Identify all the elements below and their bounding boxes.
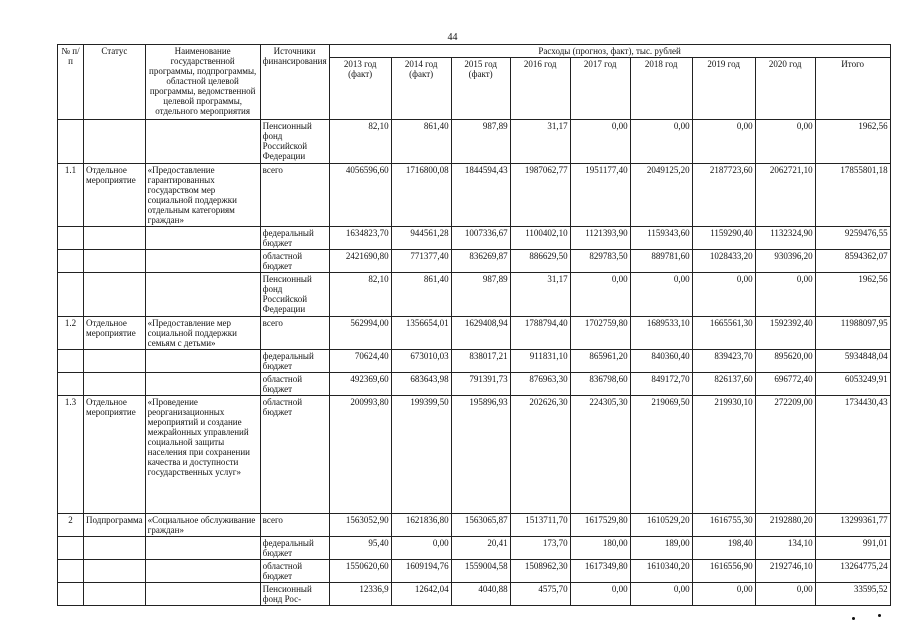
row-number: [58, 350, 84, 373]
budget-table: [57, 44, 891, 606]
row-name: [145, 537, 260, 560]
row-value: 11988097,95: [815, 317, 890, 350]
row-value: 1716800,08: [391, 164, 451, 227]
row-name: [145, 583, 260, 606]
table-row: [58, 350, 891, 373]
row-value: 838017,21: [451, 350, 510, 373]
row-number: [58, 273, 84, 317]
row-value: 1513711,70: [510, 514, 570, 537]
row-value: 2192880,20: [755, 514, 815, 537]
row-number: [58, 120, 84, 164]
row-source: федеральный бюджет: [260, 227, 329, 250]
row-status: [84, 227, 146, 250]
row-value: 4575,70: [510, 583, 570, 606]
row-value: 1609194,76: [391, 560, 451, 583]
row-status: Отдельное мероприятие: [84, 164, 146, 227]
row-value: 224305,30: [570, 396, 630, 514]
row-value: 1563052,90: [329, 514, 391, 537]
row-value: 2049125,20: [630, 164, 692, 227]
row-number: [58, 373, 84, 396]
header-expenses: Расходы (прогноз, факт), тыс. рублей: [329, 45, 890, 58]
row-source: областной бюджет: [260, 396, 329, 514]
row-value: 1592392,40: [755, 317, 815, 350]
row-status: [84, 583, 146, 606]
row-value: 839423,70: [692, 350, 755, 373]
row-value: 1788794,40: [510, 317, 570, 350]
row-value: 791391,73: [451, 373, 510, 396]
row-value: 0,00: [692, 273, 755, 317]
table-row: [58, 373, 891, 396]
row-value: 1634823,70: [329, 227, 391, 250]
table-row: [58, 120, 891, 164]
row-value: 12642,04: [391, 583, 451, 606]
row-number: 1.1: [58, 164, 84, 227]
header-year: 2019 год: [692, 58, 755, 120]
table-row: [58, 537, 891, 560]
row-value: 9259476,55: [815, 227, 890, 250]
row-value: 33595,52: [815, 583, 890, 606]
row-value: 895620,00: [755, 350, 815, 373]
row-value: 20,41: [451, 537, 510, 560]
row-number: 1.3: [58, 396, 84, 514]
row-name: [145, 250, 260, 273]
row-value: 82,10: [329, 273, 391, 317]
row-value: 95,40: [329, 537, 391, 560]
table-row: [58, 396, 891, 514]
row-source: федеральный бюджет: [260, 350, 329, 373]
row-number: [58, 537, 84, 560]
row-source: Пенсионный фонд Российской Федерации: [260, 273, 329, 317]
row-source: областной бюджет: [260, 250, 329, 273]
row-source: Пенсионный фонд Рос-: [260, 583, 329, 606]
row-value: 13264775,24: [815, 560, 890, 583]
header-year: 2017 год: [570, 58, 630, 120]
row-status: [84, 537, 146, 560]
row-value: 189,00: [630, 537, 692, 560]
row-value: 1121393,90: [570, 227, 630, 250]
row-value: 4056596,60: [329, 164, 391, 227]
scan-mark: [878, 614, 881, 617]
row-value: 1028433,20: [692, 250, 755, 273]
row-value: 0,00: [755, 120, 815, 164]
row-status: [84, 273, 146, 317]
row-value: 1559004,58: [451, 560, 510, 583]
row-value: 134,10: [755, 537, 815, 560]
row-value: 0,00: [755, 273, 815, 317]
row-status: Подпрограмма: [84, 514, 146, 537]
header-status: Статус: [84, 45, 146, 120]
row-value: 889781,60: [630, 250, 692, 273]
table-header: [58, 45, 891, 120]
row-value: 1617349,80: [570, 560, 630, 583]
row-value: 673010,03: [391, 350, 451, 373]
row-value: 2187723,60: [692, 164, 755, 227]
row-name: [145, 350, 260, 373]
row-value: 0,00: [692, 583, 755, 606]
row-value: 82,10: [329, 120, 391, 164]
row-source: областной бюджет: [260, 560, 329, 583]
row-value: 198,40: [692, 537, 755, 560]
header-no: № п/п: [58, 45, 84, 120]
row-value: 0,00: [630, 273, 692, 317]
row-value: 1665561,30: [692, 317, 755, 350]
row-value: 17855801,18: [815, 164, 890, 227]
header-year: 2016 год: [510, 58, 570, 120]
row-value: 1616556,90: [692, 560, 755, 583]
row-value: 836269,87: [451, 250, 510, 273]
table-body: [58, 120, 891, 606]
row-value: 2062721,10: [755, 164, 815, 227]
row-source: областной бюджет: [260, 373, 329, 396]
row-value: 911831,10: [510, 350, 570, 373]
row-value: 0,00: [570, 583, 630, 606]
header-year: 2020 год: [755, 58, 815, 120]
row-number: [58, 250, 84, 273]
table-row: [58, 583, 891, 606]
row-value: 1621836,80: [391, 514, 451, 537]
table-row: [58, 514, 891, 537]
header-year: 2013 год (факт): [329, 58, 391, 120]
row-value: 1962,56: [815, 120, 890, 164]
row-value: 70624,40: [329, 350, 391, 373]
row-value: 1100402,10: [510, 227, 570, 250]
row-source: федеральный бюджет: [260, 537, 329, 560]
row-value: 0,00: [630, 120, 692, 164]
table-row: [58, 317, 891, 350]
row-value: 826137,60: [692, 373, 755, 396]
row-name: [145, 227, 260, 250]
row-value: 1616755,30: [692, 514, 755, 537]
row-value: 31,17: [510, 120, 570, 164]
page-number: 44: [447, 32, 458, 43]
row-value: 849172,70: [630, 373, 692, 396]
header-year: Итого: [815, 58, 890, 120]
row-name: [145, 560, 260, 583]
row-value: 861,40: [391, 120, 451, 164]
row-value: 1962,56: [815, 273, 890, 317]
row-value: 6053249,91: [815, 373, 890, 396]
row-value: 0,00: [391, 537, 451, 560]
row-value: 0,00: [570, 273, 630, 317]
row-name: «Социальное обслуживание граждан»: [145, 514, 260, 537]
row-value: 1563065,87: [451, 514, 510, 537]
row-value: 771377,40: [391, 250, 451, 273]
header-name: Наименование государственной программы, подпрограммы, областной целевой программы, ведомственной целевой программы, отдельного мероприятия: [145, 45, 260, 120]
row-value: 195896,93: [451, 396, 510, 514]
table-row: [58, 164, 891, 227]
header-year: 2018 год: [630, 58, 692, 120]
row-value: 987,89: [451, 273, 510, 317]
row-value: 173,70: [510, 537, 570, 560]
row-value: 991,01: [815, 537, 890, 560]
row-value: 5934848,04: [815, 350, 890, 373]
row-value: 219930,10: [692, 396, 755, 514]
header-year: 2015 год (факт): [451, 58, 510, 120]
row-value: 1610529,20: [630, 514, 692, 537]
row-source: Пенсионный фонд Российской Федерации: [260, 120, 329, 164]
row-value: 987,89: [451, 120, 510, 164]
row-status: [84, 350, 146, 373]
row-value: 1734430,43: [815, 396, 890, 514]
table-row: [58, 250, 891, 273]
row-number: [58, 560, 84, 583]
row-name: «Проведение реорганизационных мероприятий и создание межрайонных управлений социальной защиты населения при сохранении качества и доступности государственных услуг»: [145, 396, 260, 514]
row-value: 1159343,60: [630, 227, 692, 250]
row-value: 13299361,77: [815, 514, 890, 537]
row-value: 562994,00: [329, 317, 391, 350]
row-value: 1689533,10: [630, 317, 692, 350]
row-number: 1.2: [58, 317, 84, 350]
row-value: 696772,40: [755, 373, 815, 396]
row-value: 1844594,43: [451, 164, 510, 227]
row-value: 0,00: [570, 120, 630, 164]
row-value: 1702759,80: [570, 317, 630, 350]
row-value: 1987062,77: [510, 164, 570, 227]
row-value: 202626,30: [510, 396, 570, 514]
table-row: [58, 560, 891, 583]
row-value: 180,00: [570, 537, 630, 560]
row-value: 1629408,94: [451, 317, 510, 350]
row-value: 1508962,30: [510, 560, 570, 583]
row-value: 2421690,80: [329, 250, 391, 273]
row-status: [84, 120, 146, 164]
scan-mark: [852, 617, 855, 620]
row-status: Отдельное мероприятие: [84, 396, 146, 514]
row-status: [84, 560, 146, 583]
row-value: 861,40: [391, 273, 451, 317]
row-value: 12336,9: [329, 583, 391, 606]
row-name: [145, 373, 260, 396]
row-value: 1617529,80: [570, 514, 630, 537]
row-value: 683643,98: [391, 373, 451, 396]
row-value: 1159290,40: [692, 227, 755, 250]
row-value: 1132324,90: [755, 227, 815, 250]
row-source: всего: [260, 164, 329, 227]
row-value: 0,00: [692, 120, 755, 164]
row-value: 8594362,07: [815, 250, 890, 273]
row-value: 1951177,40: [570, 164, 630, 227]
row-value: 2192746,10: [755, 560, 815, 583]
row-value: 930396,20: [755, 250, 815, 273]
row-name: [145, 120, 260, 164]
row-status: [84, 250, 146, 273]
row-value: 1356654,01: [391, 317, 451, 350]
row-value: 0,00: [755, 583, 815, 606]
row-number: [58, 583, 84, 606]
row-value: 886629,50: [510, 250, 570, 273]
row-value: 31,17: [510, 273, 570, 317]
header-source: Источники финансирования: [260, 45, 329, 120]
row-value: 4040,88: [451, 583, 510, 606]
row-value: 836798,60: [570, 373, 630, 396]
row-number: [58, 227, 84, 250]
row-source: всего: [260, 514, 329, 537]
row-value: 840360,40: [630, 350, 692, 373]
header-year: 2014 год (факт): [391, 58, 451, 120]
row-value: 829783,50: [570, 250, 630, 273]
row-value: 492369,60: [329, 373, 391, 396]
row-name: «Предоставление гарантированных государством мер социальной поддержки отдельным категориям граждан»: [145, 164, 260, 227]
row-value: 1007336,67: [451, 227, 510, 250]
row-value: 0,00: [630, 583, 692, 606]
row-name: [145, 273, 260, 317]
row-status: [84, 373, 146, 396]
row-name: «Предоставление мер социальной поддержки семьям с детьми»: [145, 317, 260, 350]
row-value: 876963,30: [510, 373, 570, 396]
table-row: [58, 227, 891, 250]
row-number: 2: [58, 514, 84, 537]
row-value: 272209,00: [755, 396, 815, 514]
row-value: 219069,50: [630, 396, 692, 514]
row-value: 944561,28: [391, 227, 451, 250]
row-source: всего: [260, 317, 329, 350]
row-value: 199399,50: [391, 396, 451, 514]
row-value: 865961,20: [570, 350, 630, 373]
row-value: 1610340,20: [630, 560, 692, 583]
row-value: 200993,80: [329, 396, 391, 514]
row-status: Отдельное мероприятие: [84, 317, 146, 350]
table-row: [58, 273, 891, 317]
row-value: 1550620,60: [329, 560, 391, 583]
